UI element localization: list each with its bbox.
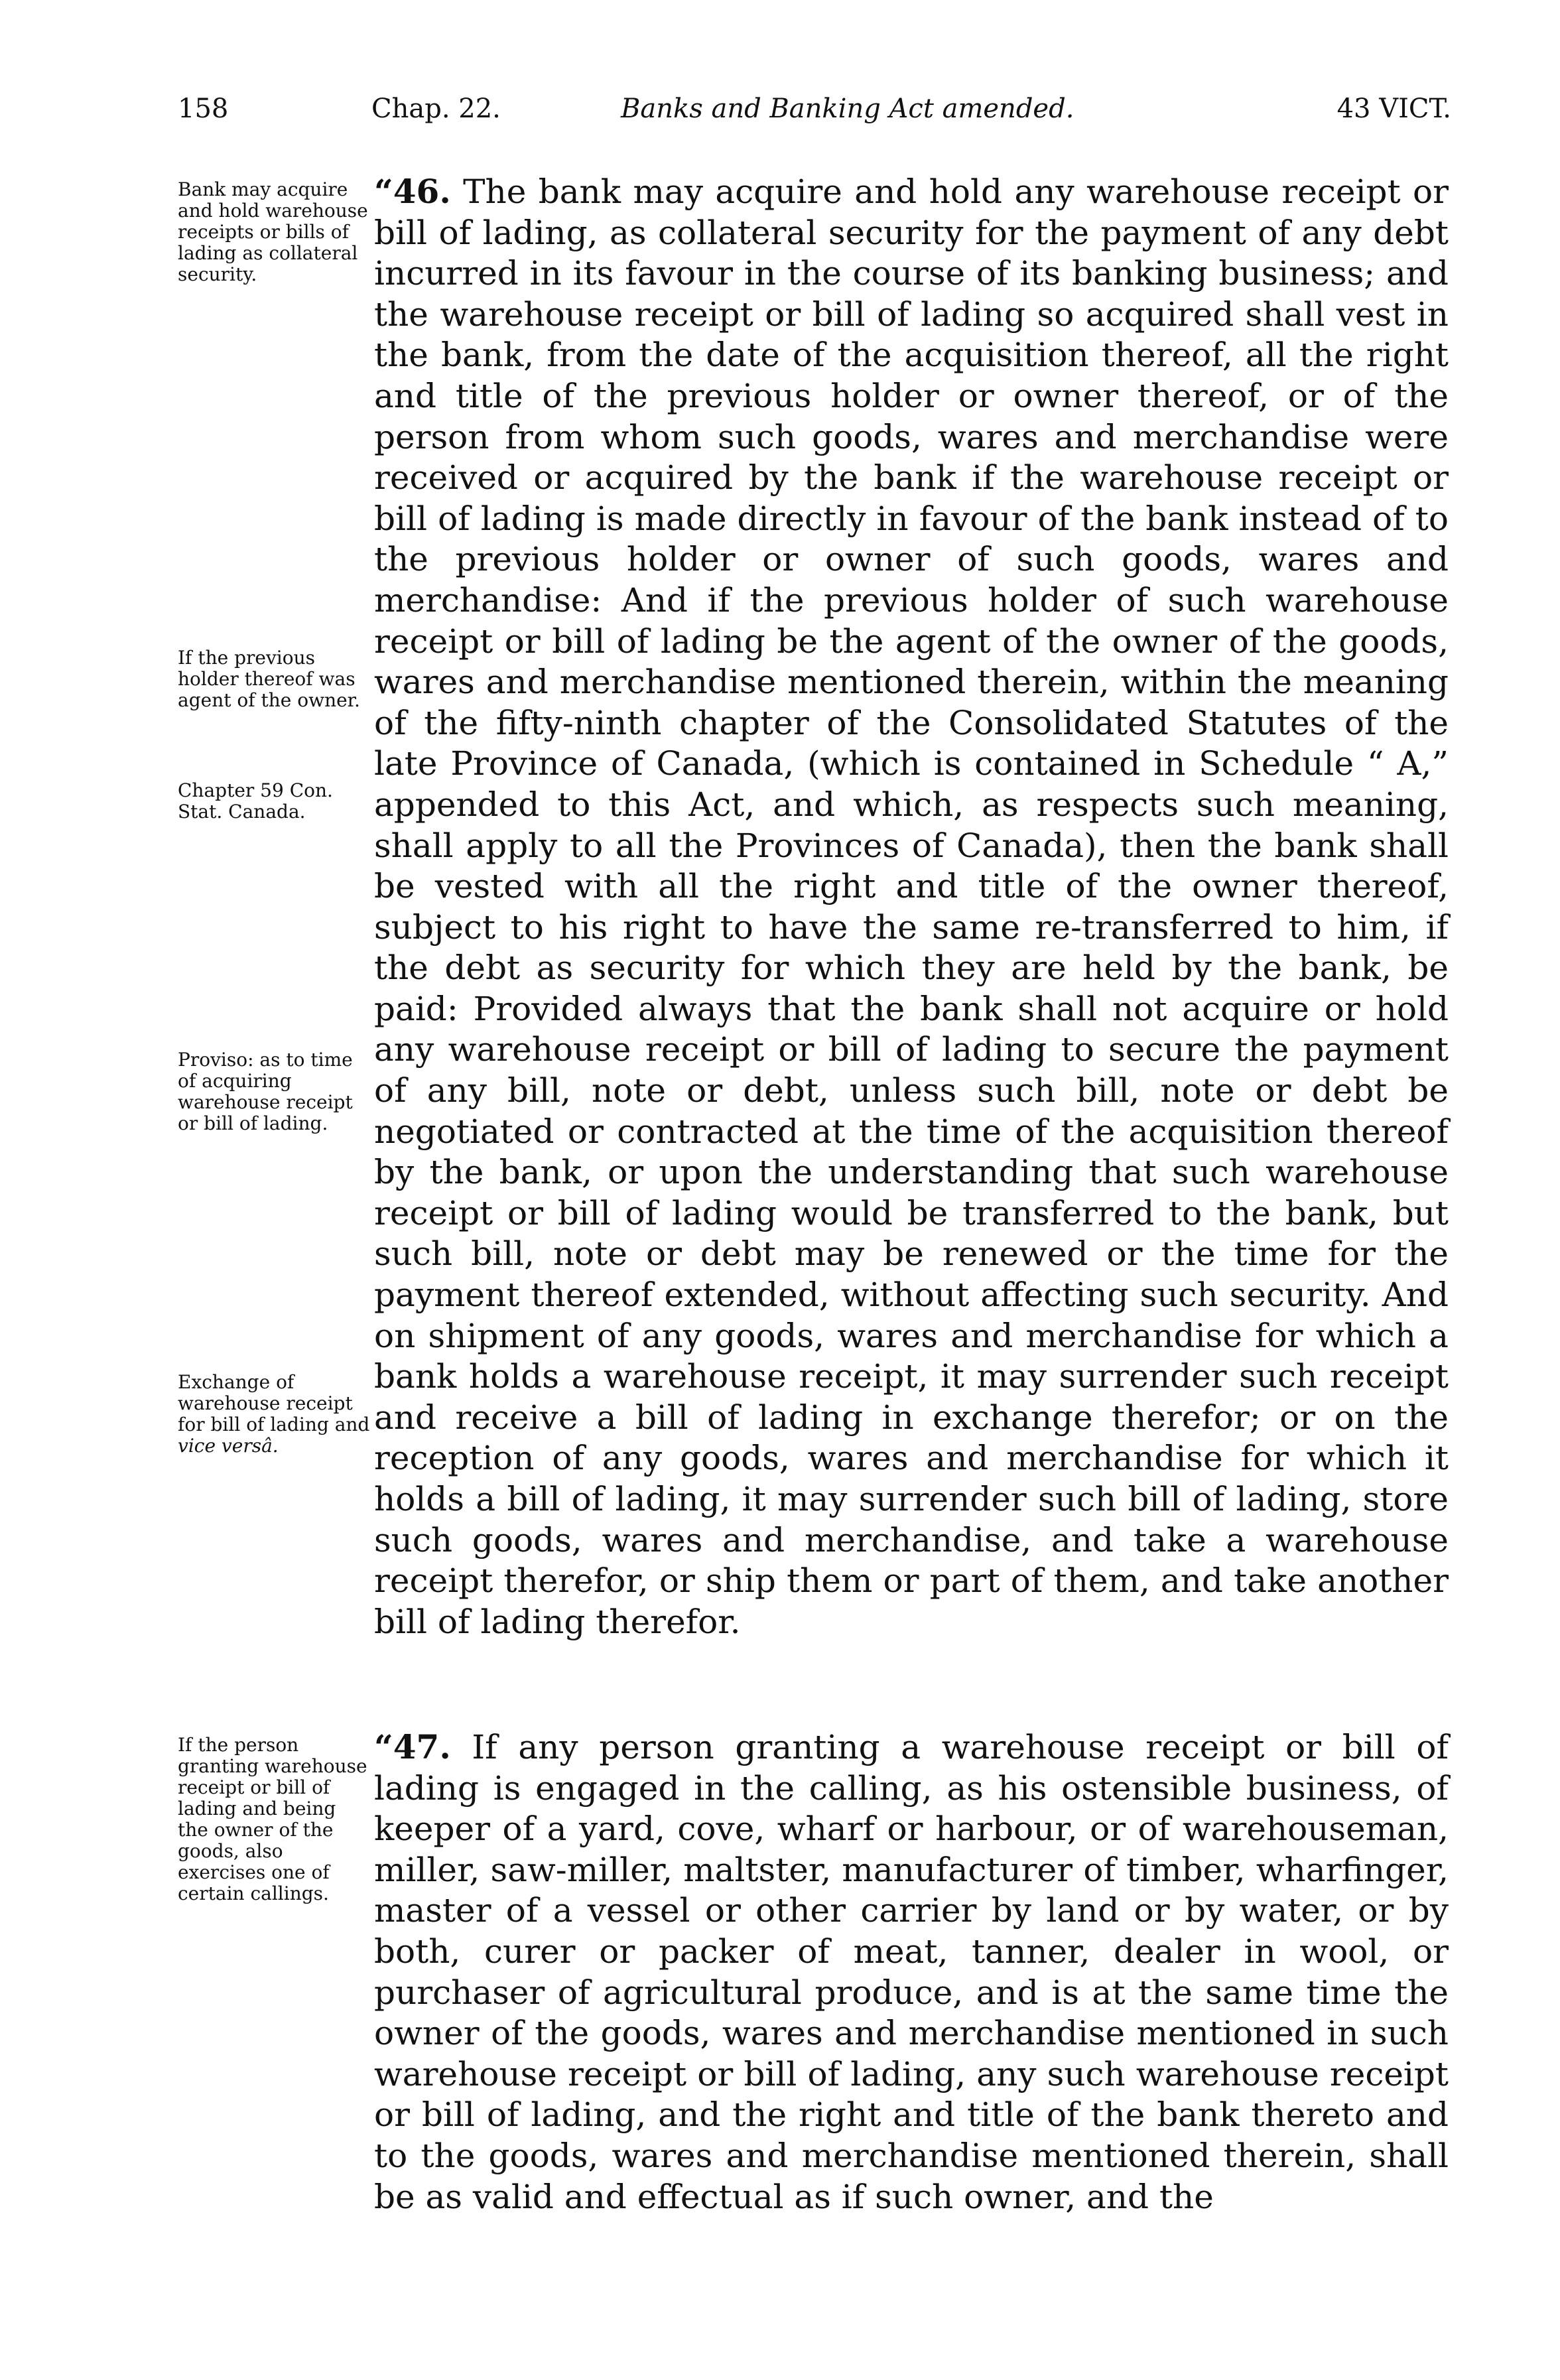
chapter-reference: Chap. 22. [371, 94, 501, 124]
running-header [178, 85, 1451, 133]
margin-note-bank-may-acquire: Bank may acquire and hold warehouse receipts or bills of lading as collateral security. [178, 178, 368, 285]
section-47-number: “47. [374, 1727, 451, 1766]
margin-note-exchange-italic: vice versâ. [178, 1435, 279, 1457]
margin-note-previous-holder: If the previous holder thereof was agent of the owner. [178, 647, 360, 711]
section-46-paragraph [374, 171, 1449, 1642]
section-46-text: The bank may acquire and hold any warehouse receipt or bill of lading, as collateral security for the payment of any debt incurred in its favour in the course of its banking business; and the warehouse receipt or bill of lading so acquired shall vest in the bank, from the date of the acquisition thereof, all the right and title of the previous holder or owner thereof, or of the person from whom such goods, wares and merchandise were received or acquired by the bank if the warehouse receipt or bill of lading is made directly in favour of the bank instead of to the previous holder or owner of such goods, wares and merchandise: And if the previous holder of such warehouse receipt or bill of lading be the agent of the owner of the goods, wares and merchandise mentioned therein, within the meaning of the fifty-ninth chapter of the Consolidated Statutes of the late Province of Canada, (which is contained in Schedule “ A,” appended to this Act, and which, as respects such meaning, shall apply to all the Provinces of Canada), then the bank shall be vested with all the right and title of the owner thereof, subject to his right to have the same re-transferred to him, if the debt as security for which they are held by the bank, be paid: Provided always that the bank shall not acquire or hold any warehouse receipt or bill of lading to secure the payment of any bill, note or debt, unless such bill, note or debt be negotiated or contracted at the time of the acquisition thereof by the bank, or upon the understanding that such warehouse receipt or bill of lading would be transferred to the bank, but such bill, note or debt may be renewed or the time for the payment thereof extended, without affecting such security. And on shipment of any goods, wares and merchandise for which a bank holds a warehouse receipt, it may surrender such receipt and receive a bill of lading in exchange therefor; or on the reception of any goods, wares and merchandise for which it holds a bill of lading, it may surrender such bill of lading, store such goods, wares and merchandise, and take a warehouse receipt therefor, or ship them or part of them, and take another bill of lading therefor. [374, 172, 1449, 1641]
section-46-number: “46. [374, 172, 451, 211]
margin-note-proviso: Proviso: as to time of acquiring warehouse receipt or bill of lading. [178, 1049, 353, 1134]
running-title: Banks and Banking Act amended. [621, 94, 1074, 124]
section-47-text: If any person granting a warehouse receipt or bill of lading is engaged in the calling, as his ostensible business, of keeper of a yard, cove, wharf or harbour, or of warehouseman, miller, saw-miller, maltster, manufacturer of timber, wharfinger, master of a vessel or other carrier by land or by water, or by both, curer or packer of meat, tanner, dealer in wool, or purchaser of agricultural produce, and is at the same time the owner of the goods, wares and merchandise mentioned in such warehouse receipt or bill of lading, any such warehouse receipt or bill of lading, and the right and title of the bank thereto and to the goods, wares and merchandise mentioned therein, shall be as valid and effectual as if such owner, and the [374, 1728, 1449, 2216]
margin-note-exchange-text: Exchange of warehouse receipt for bill of lading and [178, 1371, 370, 1435]
page-number: 158 [178, 94, 229, 124]
regnal-year: 43 VICT. [1336, 94, 1451, 124]
margin-note-chapter-59: Chapter 59 Con. Stat. Canada. [178, 779, 333, 823]
margin-note-exchange [178, 1372, 370, 1457]
margin-note-person-granting: If the person granting warehouse receipt or bill of lading and being the owner of the goods, also exercises one of certain callings. [178, 1734, 367, 1904]
section-47-paragraph [374, 1727, 1449, 2217]
